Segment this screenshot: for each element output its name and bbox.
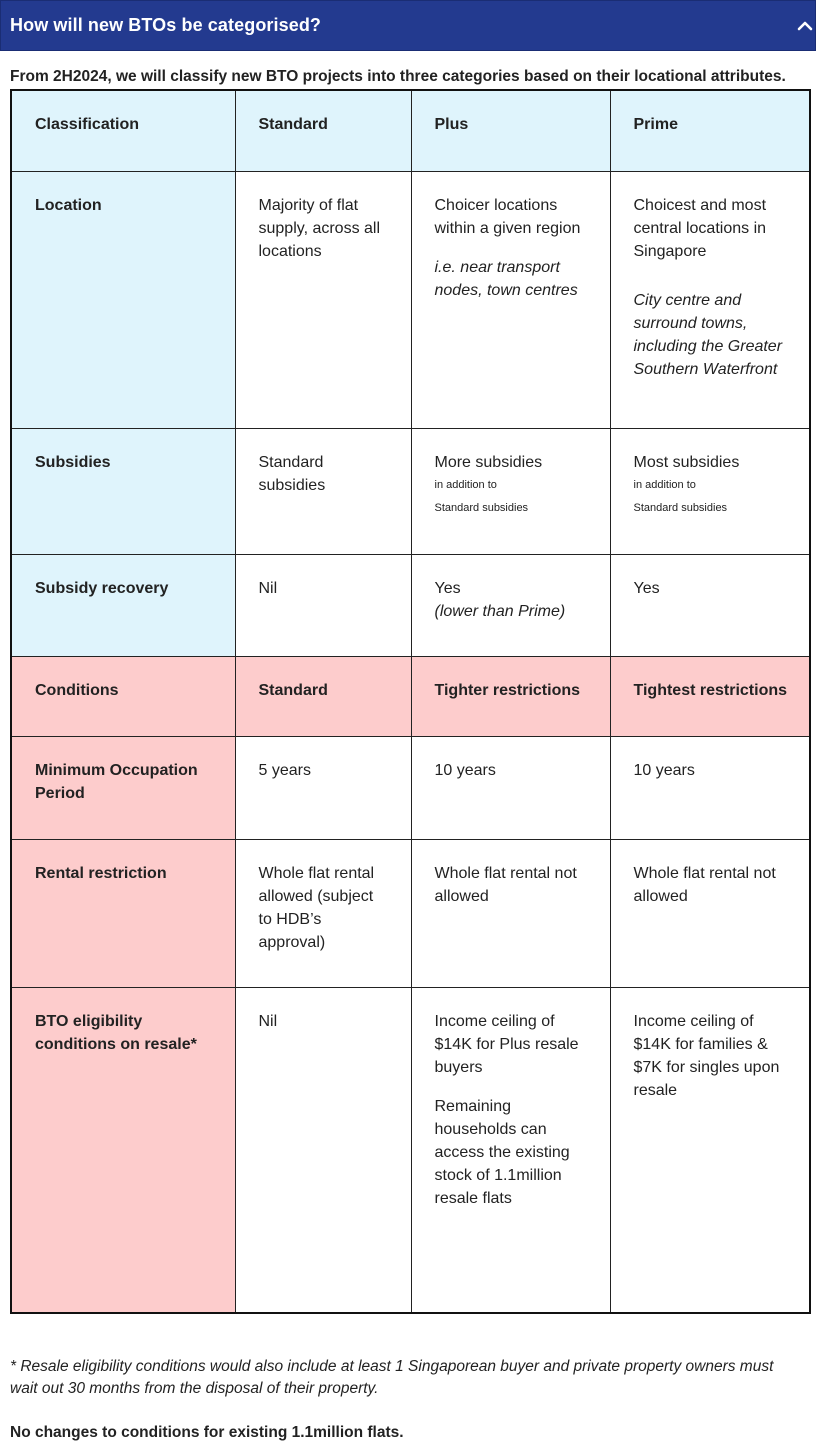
cell-location-prime [610, 171, 810, 428]
table-row-subsidy-recovery [11, 554, 810, 656]
cell-subsidies-prime [610, 428, 810, 554]
subsidies-plus-text: More subsidies [434, 453, 543, 471]
accordion-header[interactable] [0, 0, 816, 51]
row-label-rental: Rental restriction [11, 839, 235, 987]
row-label-eligibility: BTO eligibility conditions on resale* [11, 987, 235, 1313]
cell-subsidies-standard: Standard subsidies [235, 428, 411, 554]
table-row-eligibility [11, 987, 810, 1313]
table-header-row [11, 90, 810, 171]
cell-mop-plus: 10 years [411, 736, 610, 839]
eligibility-plus-text-2: Remaining households can access the existing stock of 1.1million resale flats [434, 1097, 570, 1207]
header-prime: Prime [610, 90, 810, 171]
cell-recovery-prime: Yes [610, 554, 810, 656]
conditions-header-prime: Tightest restrictions [610, 656, 810, 736]
header-classification: Classification [11, 90, 235, 171]
bto-categories-table [10, 89, 811, 1314]
eligibility-plus-text: Income ceiling of $14K for Plus resale buyers [434, 1012, 579, 1076]
table-row-location [11, 171, 810, 428]
cell-recovery-plus [411, 554, 610, 656]
conditions-header-standard: Standard [235, 656, 411, 736]
recovery-plus-text: Yes [434, 579, 461, 597]
row-label-location: Location [11, 171, 235, 428]
row-label-mop: Minimum Occupation Period [11, 736, 235, 839]
header-standard: Standard [235, 90, 411, 171]
chevron-up-icon[interactable] [796, 18, 814, 32]
location-plus-note: i.e. near transport nodes, town centres [434, 258, 578, 299]
table-row-subsidies [11, 428, 810, 554]
table-conditions-header-row [11, 656, 810, 736]
subsidies-plus-small-1: in addition to [434, 478, 497, 491]
location-prime-text: Choicest and most central locations in Singapore [633, 196, 767, 260]
cell-eligibility-prime: Income ceiling of $14K for families & $7K for singles upon resale [610, 987, 810, 1313]
cell-location-standard: Majority of flat supply, across all locations [235, 171, 411, 428]
subsidies-prime-small-2: Standard subsidies [633, 501, 728, 514]
cell-rental-prime: Whole flat rental not allowed [610, 839, 810, 987]
cell-eligibility-standard: Nil [235, 987, 411, 1313]
recovery-plus-note: (lower than Prime) [434, 602, 566, 620]
subsidies-prime-text: Most subsidies [633, 453, 740, 471]
cell-rental-plus: Whole flat rental not allowed [411, 839, 610, 987]
table-row-rental [11, 839, 810, 987]
table-row-mop [11, 736, 810, 839]
row-label-subsidies: Subsidies [11, 428, 235, 554]
location-prime-note: City centre and surround towns, including the Greater Southern Waterfront [633, 291, 783, 378]
conditions-header-label: Conditions [11, 656, 235, 736]
footnote: * Resale eligibility conditions would also include at least 1 Singaporean buyer and private property owners must wait out 30 months from the disposal of their property. [10, 1358, 774, 1397]
accordion-title: How will new BTOs be categorised? [10, 15, 322, 35]
cell-rental-standard: Whole flat rental allowed (subject to HDB’s approval) [235, 839, 411, 987]
row-label-subsidy-recovery: Subsidy recovery [11, 554, 235, 656]
intro-text: From 2H2024, we will classify new BTO projects into three categories based on their locational attributes. [10, 68, 786, 85]
cell-recovery-standard: Nil [235, 554, 411, 656]
cell-eligibility-plus [411, 987, 610, 1313]
cell-mop-standard: 5 years [235, 736, 411, 839]
closing-note: No changes to conditions for existing 1.1million flats. [10, 1424, 404, 1441]
subsidies-prime-small-1: in addition to [633, 478, 696, 491]
cell-location-plus [411, 171, 610, 428]
location-plus-text: Choicer locations within a given region [434, 196, 581, 237]
conditions-header-plus: Tighter restrictions [411, 656, 610, 736]
cell-mop-prime: 10 years [610, 736, 810, 839]
header-plus: Plus [411, 90, 610, 171]
subsidies-plus-small-2: Standard subsidies [434, 501, 529, 514]
cell-subsidies-plus [411, 428, 610, 554]
